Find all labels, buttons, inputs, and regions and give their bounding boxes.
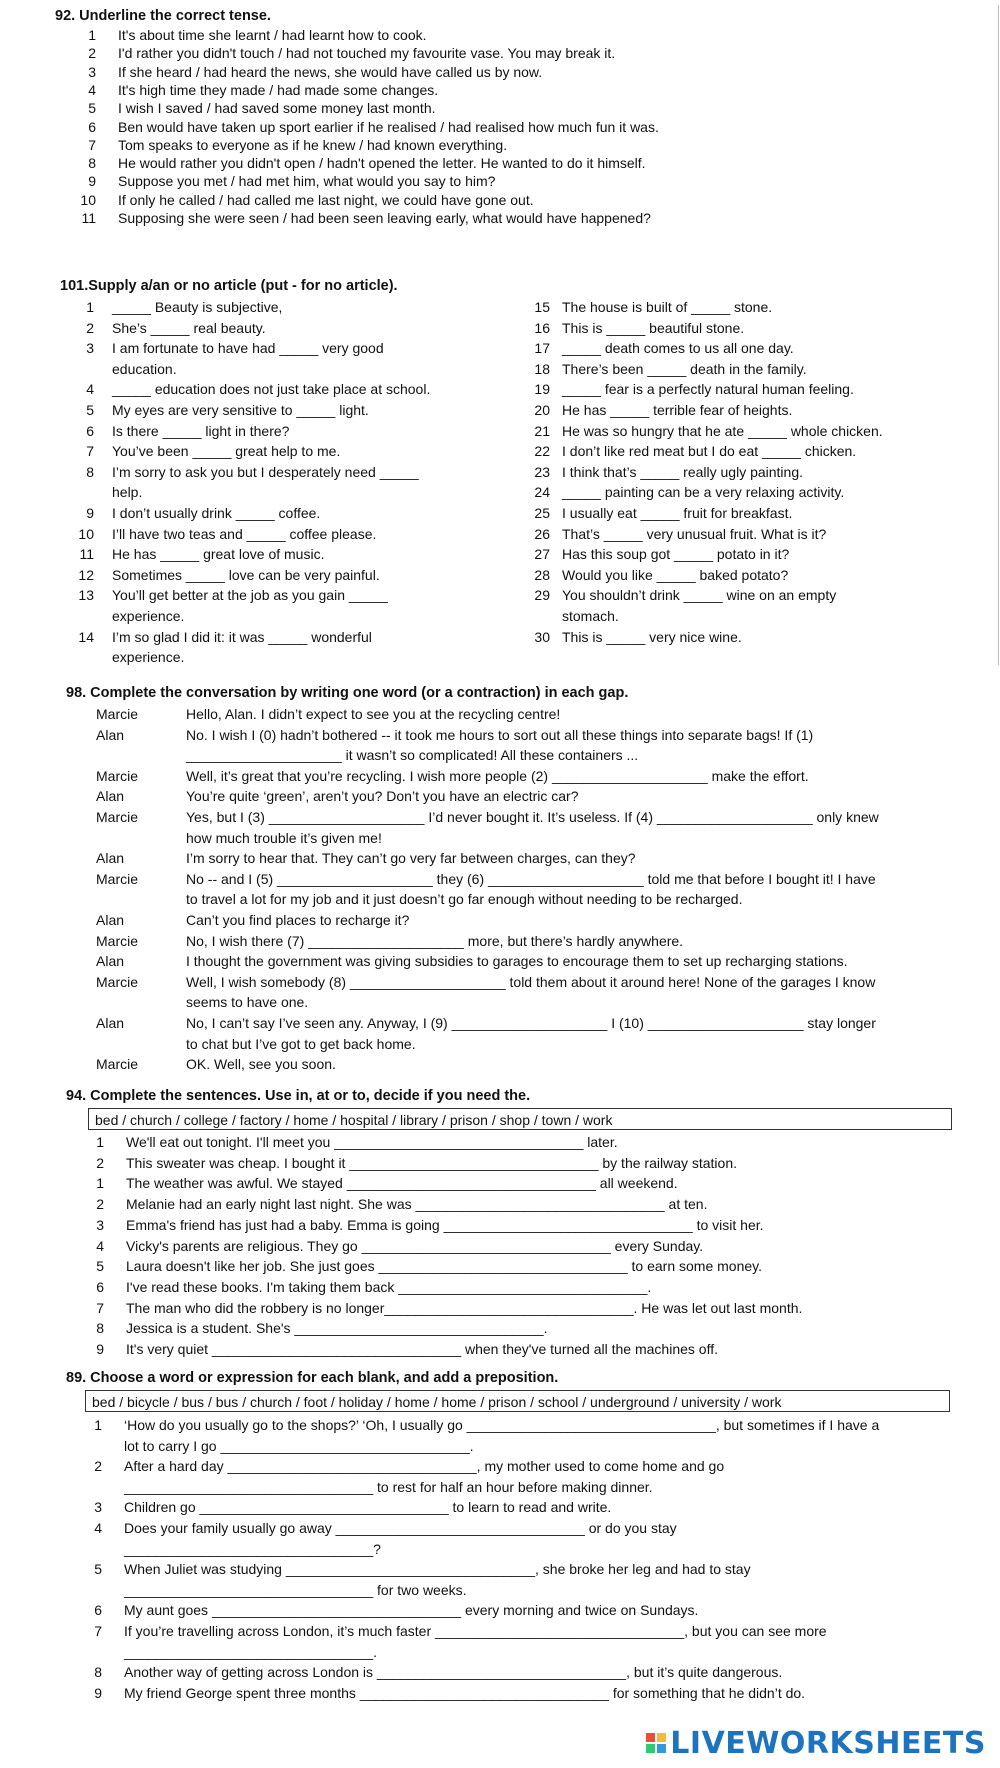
logo-square [646, 1744, 655, 1753]
section-title: 98. Complete the conversation by writing one word (or a contraction) in each gap. [66, 685, 629, 701]
item-number: 30 [534, 628, 550, 645]
item-text: Vicky's parents are religious. They go ________________________________ every Sunday. [126, 1237, 704, 1254]
item-text: I've read these books. I'm taking them back ________________________________. [126, 1278, 652, 1295]
liveworksheets-logo [646, 1726, 986, 1760]
item-number: 3 [86, 340, 94, 357]
item-text: He would rather you didn't open / hadn't opened the letter. He wanted to do it himself. [118, 155, 646, 172]
speaker-name: Marcie [96, 870, 139, 887]
item-text: _____ death comes to us all one day. [562, 340, 794, 357]
item-text: I’m sorry to ask you but I desperately need _____ [112, 463, 419, 480]
item-text: She’s _____ real beauty. [112, 319, 266, 336]
dialogue-line-continued: to travel a lot for my job and it just doesn’t go far enough without needing to be recharged. [186, 891, 743, 908]
item-text: You shouldn’t drink _____ wine on an empty [562, 587, 837, 604]
item-text: He has _____ terrible fear of heights. [562, 402, 793, 418]
item-text: When Juliet was studying ________________________________, she broke her leg and had to stay [124, 1561, 751, 1578]
dialogue-line: OK. Well, see you soon. [186, 1056, 336, 1073]
item-text-continued: education. [112, 360, 177, 377]
item-number: 10 [78, 525, 94, 542]
speaker-name: Alan [96, 1015, 125, 1031]
item-number: 8 [86, 463, 94, 480]
item-number: 18 [534, 360, 550, 377]
item-text: Does your family usually go away ________________________________ or do you stay [124, 1520, 677, 1536]
speaker-name: Marcie [96, 973, 139, 990]
item-text: It's very quiet ________________________________ when they've turned all the machines off. [126, 1341, 718, 1357]
dialogue-line: No -- and I (5) ____________________ they (6) ____________________ told me that before I bought it! I have [186, 870, 876, 887]
item-text: Would you like _____ baked potato? [562, 566, 789, 583]
item-text: I’m so glad I did it: it was _____ wonderful [112, 628, 372, 645]
section-title: 94. Complete the sentences. Use in, at or to, decide if you need the. [66, 1088, 531, 1104]
item-text: _____ painting can be a very relaxing activity. [562, 484, 845, 501]
item-number: 8 [88, 155, 96, 172]
dialogue-line: No. I wish I (0) hadn’t bothered -- it took me hours to sort out all these things into separate bags! If (1) [186, 726, 814, 743]
item-text: Jessica is a student. She's ________________________________. [126, 1320, 548, 1337]
item-number: 6 [94, 1602, 102, 1619]
item-text: _____ Beauty is subjective, [112, 299, 283, 315]
item-number: 20 [534, 402, 550, 418]
item-number: 1 [88, 27, 96, 43]
dialogue-line: Yes, but I (3) ____________________ I’d never bought it. It’s useless. If (4) ____________________ only knew [186, 809, 879, 825]
item-number: 6 [86, 422, 94, 439]
dialogue-line: No, I wish there (7) ____________________ more, but there’s hardly anywhere. [186, 932, 684, 949]
logo-square [646, 1733, 655, 1742]
item-number: 4 [88, 81, 96, 98]
dialogue-line-continued: seems to have one. [186, 994, 309, 1011]
dialogue-line: Hello, Alan. I didn’t expect to see you at the recycling centre! [186, 706, 561, 722]
item-number: 26 [534, 525, 550, 542]
speaker-name: Alan [96, 788, 125, 805]
item-number: 9 [86, 505, 94, 521]
item-number: 17 [534, 340, 550, 357]
item-number: 6 [96, 1278, 104, 1295]
item-number: 8 [94, 1664, 102, 1681]
item-number: 3 [88, 63, 96, 80]
item-number: 1 [96, 1134, 104, 1150]
item-text: This is _____ very nice wine. [562, 628, 742, 645]
item-number: 3 [96, 1216, 104, 1233]
item-number: 11 [79, 546, 94, 563]
item-number: 7 [94, 1623, 102, 1639]
item-number: 1 [94, 1417, 102, 1433]
item-text: My friend George spent three months ________________________________ for something that he didn’t do. [124, 1684, 806, 1701]
item-number: 2 [94, 1458, 102, 1475]
item-text: I don’t like red meat but I do eat _____ chicken. [562, 443, 857, 460]
item-number: 23 [534, 463, 550, 480]
dialogue-line-continued: ____________________ it wasn’t so complicated! All these containers ... [186, 747, 639, 764]
item-text-continued: stomach. [562, 608, 619, 624]
speaker-name: Marcie [96, 1056, 139, 1073]
item-number: 5 [88, 100, 96, 117]
item-number: 9 [88, 173, 96, 190]
item-text-continued: lot to carry I go ________________________________. [124, 1437, 474, 1454]
item-text: He was so hungry that he ate _____ whole chicken. [562, 422, 883, 439]
item-number: 1 [86, 299, 94, 315]
item-number: 27 [534, 546, 550, 563]
item-number: 2 [86, 319, 94, 336]
item-number: 28 [534, 566, 550, 583]
dialogue-line: Well, it’s great that you’re recycling. I wish more people (2) ____________________ make the effort. [186, 767, 809, 784]
item-text: If you’re travelling across London, it’s much faster ________________________________, but you can see more [124, 1623, 827, 1639]
item-text: Melanie had an early night last night. She was ________________________________ at ten. [126, 1196, 708, 1213]
section-title: 92. Underline the correct tense. [55, 8, 271, 24]
item-number: 7 [86, 443, 94, 460]
item-text: If she heard / had heard the news, she would have called us by now. [118, 63, 543, 80]
item-number: 7 [96, 1299, 104, 1316]
item-number: 3 [94, 1499, 102, 1516]
item-number: 2 [96, 1154, 104, 1171]
item-number: 7 [88, 136, 96, 153]
item-text: Has this soup got _____ potato in it? [562, 546, 790, 563]
item-number: 6 [88, 118, 96, 135]
item-number: 2 [96, 1196, 104, 1213]
word-box: bed / church / college / factory / home / hospital / library / prison / shop / town / work [88, 1108, 952, 1130]
item-number: 5 [94, 1561, 102, 1578]
item-text: Children go ________________________________ to learn to read and write. [124, 1499, 612, 1516]
page-edge-line [998, 5, 999, 665]
item-text: Ben would have taken up sport earlier if he realised / had realised how much fun it was. [118, 118, 659, 135]
dialogue-line: Can’t you find places to recharge it? [186, 912, 410, 928]
item-number: 9 [94, 1684, 102, 1701]
item-text: This sweater was cheap. I bought it ________________________________ by the railway station. [126, 1154, 738, 1171]
item-number: 11 [81, 210, 96, 226]
item-text-continued: experience. [112, 608, 185, 624]
item-text: You’ll get better at the job as you gain _____ [112, 587, 388, 604]
speaker-name: Alan [96, 850, 125, 867]
item-text: I usually eat _____ fruit for breakfast. [562, 505, 793, 521]
logo-text: LIVEWORKSHEETS [670, 1725, 986, 1761]
speaker-name: Marcie [96, 932, 139, 949]
item-number: 2 [88, 45, 96, 62]
item-number: 15 [534, 299, 550, 315]
item-text: Another way of getting across London is ________________________________, but it’s quite dangerous. [124, 1664, 783, 1681]
item-text: I'd rather you didn't touch / had not touched my favourite vase. You may break it. [118, 45, 616, 62]
item-number: 9 [96, 1341, 104, 1357]
item-text-continued: help. [112, 484, 143, 501]
item-text: I don’t usually drink _____ coffee. [112, 505, 321, 521]
item-number: 4 [96, 1237, 104, 1254]
dialogue-line: You’re quite ‘green’, aren’t you? Don’t you have an electric car? [186, 788, 579, 805]
dialogue-line: Well, I wish somebody (8) ____________________ told them about it around here! None of the garages I know [186, 973, 876, 990]
item-text: I wish I saved / had saved some money last month. [118, 100, 436, 117]
item-number: 8 [96, 1320, 104, 1337]
item-text-continued: ________________________________ to rest for half an hour before making dinner. [124, 1478, 653, 1495]
item-number: 1 [96, 1175, 104, 1192]
item-number: 5 [96, 1258, 104, 1275]
item-text: Laura doesn't like her job. She just goes ________________________________ to earn some money. [126, 1258, 763, 1275]
section-title: 89. Choose a word or expression for each blank, and add a preposition. [66, 1370, 559, 1386]
item-text: It's about time she learnt / had learnt how to cook. [118, 27, 427, 43]
item-number: 4 [86, 381, 94, 398]
dialogue-line-continued: how much trouble it’s given me! [186, 829, 382, 846]
item-text: _____ fear is a perfectly natural human feeling. [562, 381, 854, 398]
speaker-name: Marcie [96, 706, 139, 722]
item-number: 25 [534, 505, 550, 521]
item-number: 19 [534, 381, 550, 398]
item-number: 21 [534, 422, 550, 439]
item-text: I am fortunate to have had _____ very good [112, 340, 384, 357]
item-text: There’s been _____ death in the family. [562, 360, 807, 377]
item-text: You’ve been _____ great help to me. [112, 443, 341, 460]
item-text: That’s _____ very unusual fruit. What is it? [562, 525, 827, 542]
logo-square [657, 1744, 666, 1753]
item-text: The house is built of _____ stone. [562, 299, 773, 315]
item-text: This is _____ beautiful stone. [562, 319, 745, 336]
item-text-continued: ________________________________. [124, 1643, 378, 1660]
dialogue-line: I thought the government was giving subsidies to garages to encourage them to set up recharging stations. [186, 953, 848, 970]
item-text: It's high time they made / had made some changes. [118, 81, 439, 98]
item-text-continued: ________________________________ for two weeks. [124, 1581, 467, 1598]
item-text: The weather was awful. We stayed ________________________________ all weekend. [126, 1175, 678, 1192]
item-text: He has _____ great love of music. [112, 546, 325, 563]
item-text: We'll eat out tonight. I'll meet you ________________________________ later. [126, 1134, 618, 1150]
dialogue-line-continued: to chat but I’ve got to get back home. [186, 1035, 416, 1052]
logo-square [657, 1733, 666, 1742]
item-number: 12 [78, 566, 94, 583]
item-number: 16 [534, 319, 550, 336]
speaker-name: Alan [96, 953, 125, 970]
item-number: 14 [78, 628, 94, 645]
item-text-continued: ________________________________? [124, 1540, 381, 1557]
item-number: 29 [534, 587, 550, 604]
item-text: My eyes are very sensitive to _____ light. [112, 402, 369, 418]
item-text: Suppose you met / had met him, what would you say to him? [118, 173, 496, 190]
item-number: 13 [78, 587, 94, 604]
item-text-continued: experience. [112, 649, 185, 666]
item-number: 22 [534, 443, 550, 460]
item-text: _____ education does not just take place at school. [112, 381, 431, 398]
item-text: Supposing she were seen / had been seen leaving early, what would have happened? [118, 210, 651, 226]
item-text: Emma's friend has just had a baby. Emma is going ________________________________ to visit her. [126, 1216, 764, 1233]
item-text: I’ll have two teas and _____ coffee please. [112, 525, 377, 542]
logo-grid-icon [646, 1733, 666, 1753]
item-number: 4 [94, 1520, 102, 1536]
item-text: After a hard day ________________________________, my mother used to come home and go [124, 1458, 725, 1475]
item-text: I think that’s _____ really ugly painting. [562, 463, 804, 480]
dialogue-line: No, I can’t say I’ve seen any. Anyway, I (9) ____________________ I (10) ____________________ stay longer [186, 1015, 876, 1031]
dialogue-line: I’m sorry to hear that. They can’t go very far between charges, can they? [186, 850, 636, 867]
speaker-name: Marcie [96, 809, 139, 825]
item-text: Is there _____ light in there? [112, 422, 290, 439]
word-box: bed / bicycle / bus / bus / church / foot / holiday / home / home / prison / school / underground / university / work [85, 1390, 950, 1412]
item-number: 10 [80, 191, 96, 208]
item-number: 5 [86, 402, 94, 418]
speaker-name: Marcie [96, 767, 139, 784]
item-text: Sometimes _____ love can be very painful. [112, 566, 380, 583]
speaker-name: Alan [96, 912, 125, 928]
item-text: Tom speaks to everyone as if he knew / had known everything. [118, 136, 508, 153]
item-number: 24 [534, 484, 550, 501]
speaker-name: Alan [96, 726, 125, 743]
item-text: ‘How do you usually go to the shops?’ ‘Oh, I usually go ________________________________, but sometimes if I have a [124, 1417, 880, 1433]
section-title: 101.Supply a/an or no article (put - for no article). [60, 278, 398, 294]
item-text: My aunt goes ________________________________ every morning and twice on Sundays. [124, 1602, 699, 1619]
item-text: The man who did the robbery is no longer________________________________. He was let out last month. [126, 1299, 803, 1316]
item-text: If only he called / had called me last night, we could have gone out. [118, 191, 534, 208]
